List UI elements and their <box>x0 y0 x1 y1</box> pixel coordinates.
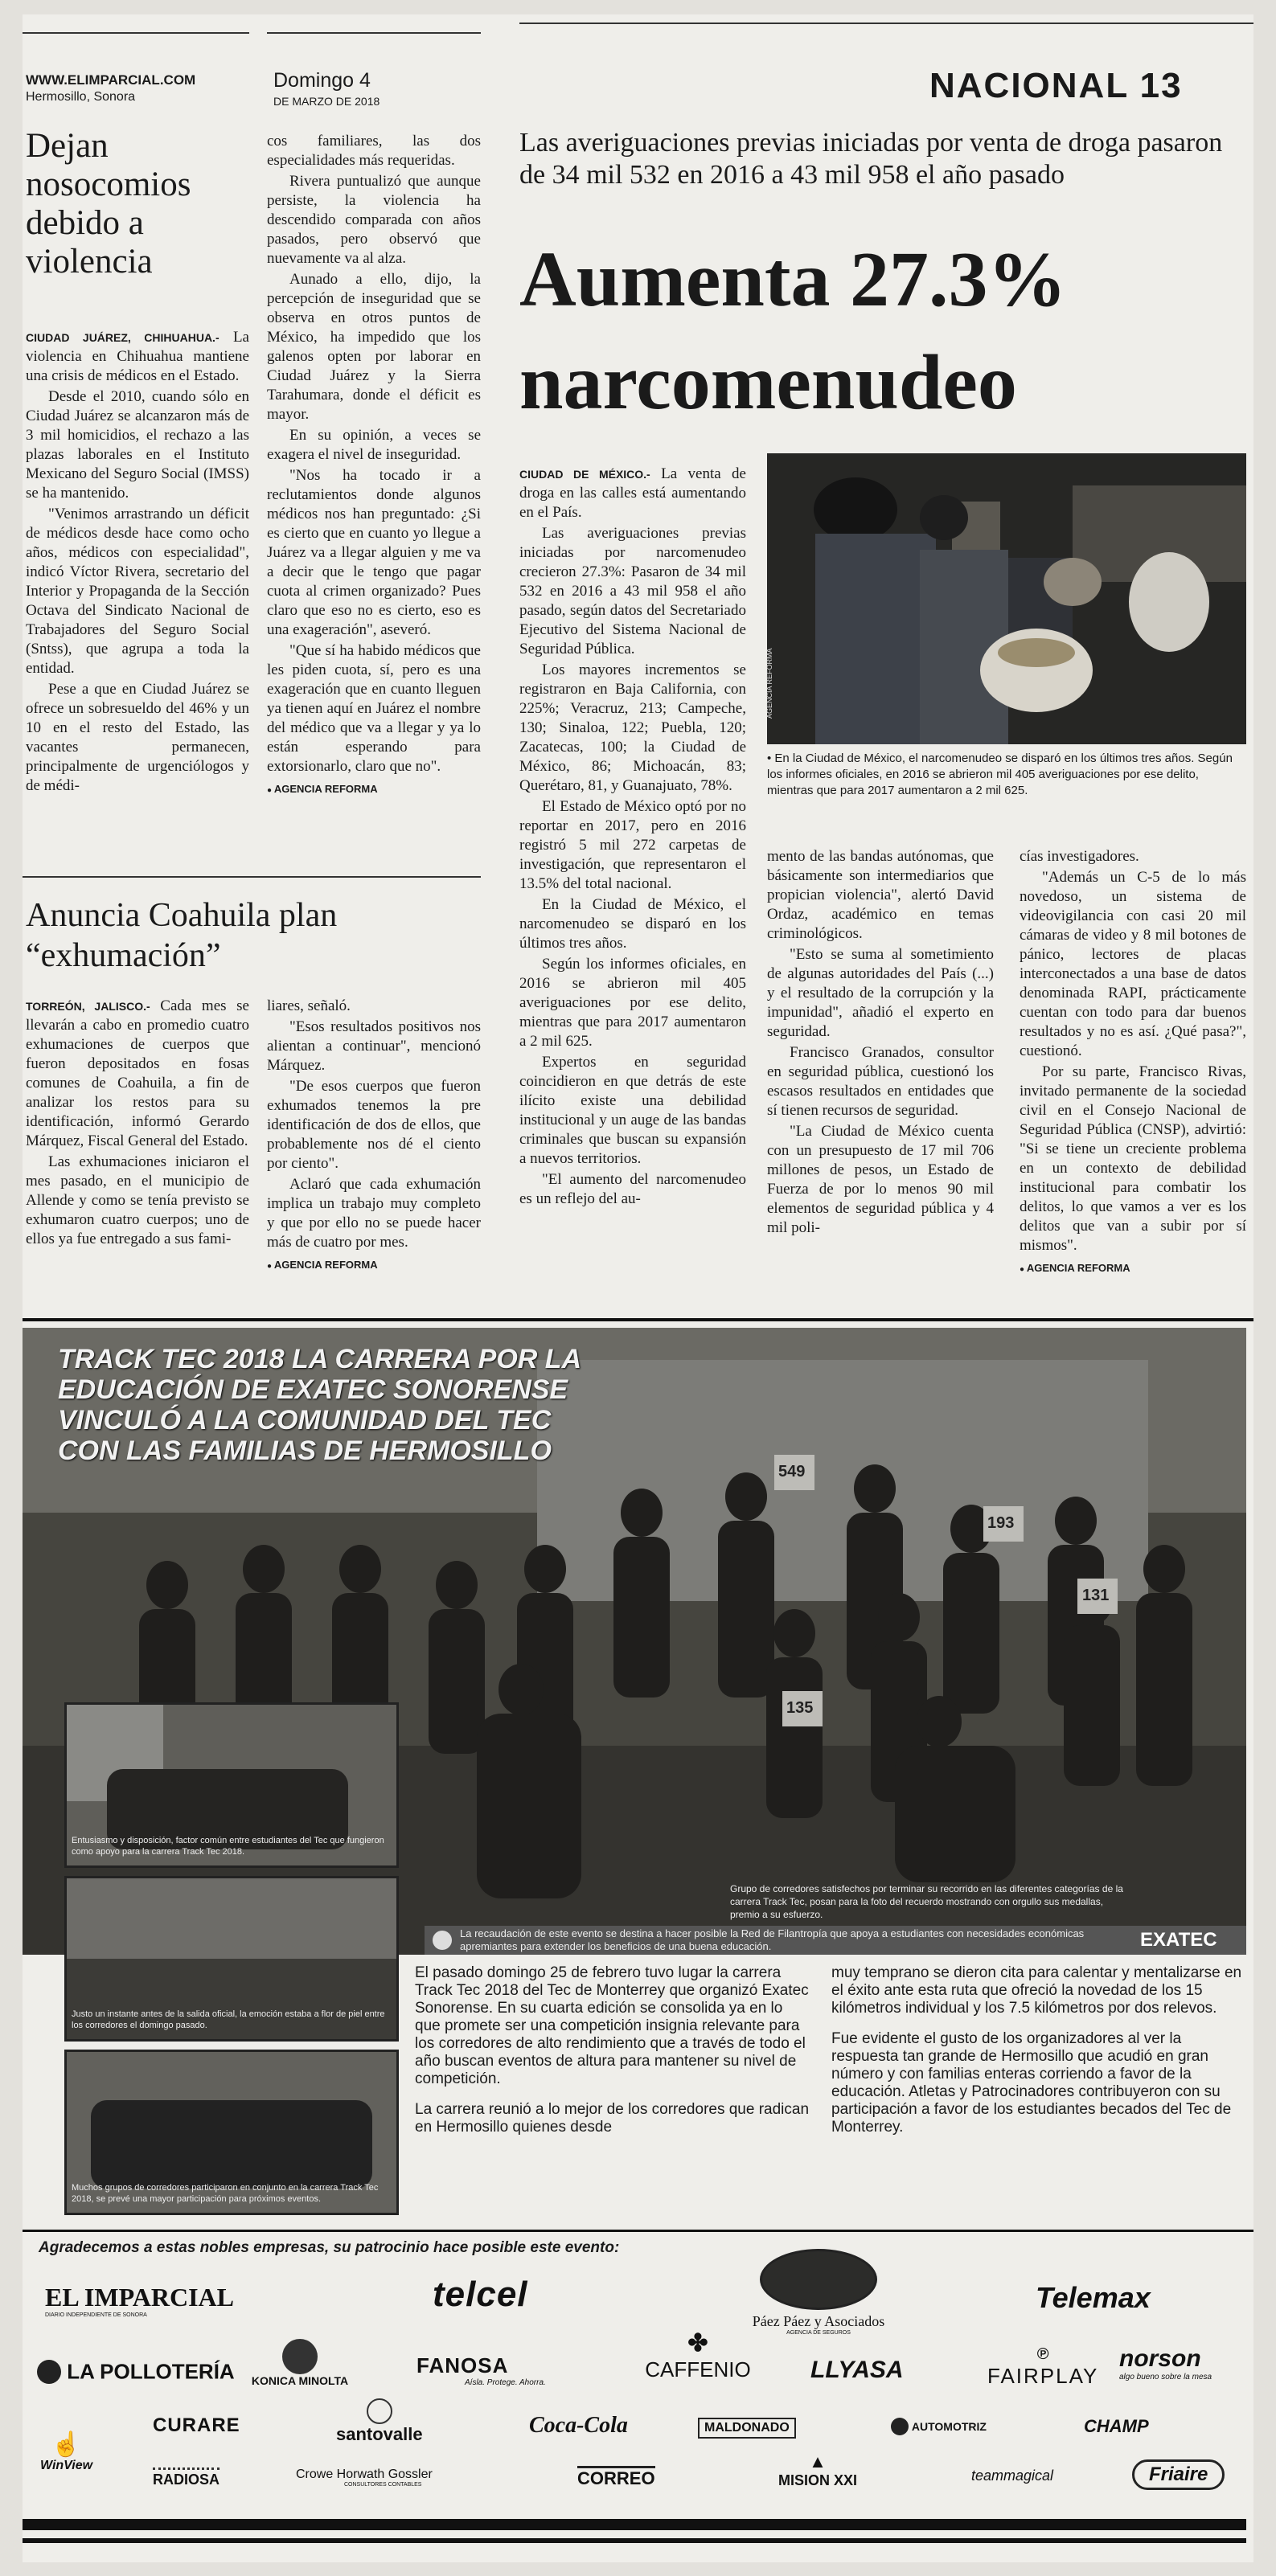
promo-info-bar <box>425 1926 1246 1955</box>
story2-p4: "Esos resultados positivos nos alientan a continuar", mencionó Márquez. <box>267 1018 481 1074</box>
caffenio-icon: ✤ <box>687 2330 708 2357</box>
story-divider <box>23 876 481 878</box>
story3-p2: Las averiguaciones previas iniciadas por narcomenudeo crecieron 27.3%: Pasaron de 34 mil 532 en 2016 a 43 mil 958 el año pasado, según datos del Secretariado Ejecutivo del Sistema Nacional de Seguridad Pública. <box>519 525 746 657</box>
story1-p1: CIUDAD JUÁREZ, CHIHUAHUA.- La violencia en Chihuahua mantiene una crisis de médicos en el Estado. <box>26 329 249 384</box>
story1-p10: "Que sí ha habido médicos que les piden cuota, sí, pero es una exageración que en cuanto lleguen ya tienen aquí en Juárez el nombre del médico que va a llegar y ya lo están esperando para extorsionarlo, claro que no". <box>267 642 481 775</box>
story2-p2: Las exhumaciones iniciaron el mes pasado, en el municipio de Allende y como se tenía previsto se exhumaron cuatro cuerpos; uno de ellos ya fue entregado a sus fami- <box>26 1153 249 1247</box>
section-header <box>929 66 1183 106</box>
story3-p12: "La Ciudad de México cuenta con un presupuesto de 17 mil 706 millones de pesos, un Estado de Fuerza de por lo menos 90 mil elementos de seguridad pública y 4 mil poli- <box>767 1123 994 1236</box>
story3-p7: Expertos en seguridad coincidieron en que detrás de este ilícito existe una debilidad institucional y un auge de las bandas criminales que buscan su expansión a nuevos territorios. <box>519 1054 746 1167</box>
santovalle-icon <box>367 2398 392 2424</box>
story2-p6: Aclaró que cada exhumación implica un trabajo muy completo y que por ello no se puede hacer más de cuatro por mes. <box>267 1176 481 1251</box>
story3-credit: ● AGENCIA REFORMA <box>1020 1259 1246 1280</box>
story1-p3: "Venimos arrastrando un déficit de médicos desde hace como ocho años, médicos con especialidad", indicó Víctor Rivera, secretario del Interior y Propaganda de la Sección Octava del Sindicato Nacional de Trabajadores del Seguro Social (Sntss), que agrupa a toda la entidad. <box>26 506 249 677</box>
story3-p13: cías investigadores. <box>1020 848 1139 865</box>
story1-p8: En su opinión, a veces se exagera el nivel de inseguridad. <box>267 427 481 463</box>
story3-p5: En la Ciudad de México, el narcomenudeo se disparó en los últimos tres años. <box>519 896 746 952</box>
photo-caption: • En la Ciudad de México, el narcomenudeo se disparó en los últimos tres años. Según los informes oficiales, en 2016 se abrieron mil 405 averiguaciones por ese delito, mientras que para 2017 aumentaron a 2 mil 625. <box>767 752 1233 797</box>
story3-p14: "Además un C-5 de lo más novedoso, un sistema de videovigilancia con casi 20 mil cámaras de video y 8 mil botones de pánico, lectores de placas interconectados a una base de datos denominada RAPI, prácticamente cuentan con todo para dar buenos resultados y no es así. ¿Qué pasa?", cuestionó. <box>1020 869 1246 1059</box>
promo-p4: Fue evidente el gusto de los organizadores al ver la respuesta tan grande de Hermosillo que acudió en gran número y con familias enteras corriendo a favor de la educación. Atletas y Patrocinadores contribuyeron con su participación a favor de los estudiantes becados del Tec de Monterrey. <box>831 2030 1232 2136</box>
issue-date: DE MARZO DE 2018 <box>273 95 380 108</box>
main-photo-caption: Grupo de corredores satisfechos por terminar su recorrido en las diferentes categorías de la carrera Track Tec, posan para la foto del recuerdo mostrando con orgullo sus medallas, premio a su esfuerzo. <box>730 1883 1123 1920</box>
story3-p4: El Estado de México optó por no reportar en 2017, pero en 2016 registró 5 mil 272 carpetas de investigación, que representaron el 13.5% del total nacional. <box>519 798 746 892</box>
logo-telcel: telcel <box>433 2275 528 2314</box>
story2-dateline: TORREÓN, JALISCO.- <box>26 1000 150 1013</box>
sponsors-header: Agradecemos a estas nobles empresas, su patrocinio hace posible este evento: <box>39 2239 620 2256</box>
logo-el-imparcial: EL IMPARCIAL DIARIO INDEPENDIENTE DE SONORA <box>45 2283 234 2318</box>
fairplay-icon: ℗ <box>1036 2345 1049 2363</box>
story1-p9: "Nos ha tocado ir a reclutamientos donde algunos médicos nos han preguntado: ¿Si es cierto que en cuanto yo llegue a Juárez va a llegar alguien y me va a decir que le tengo que pagar cuota al crimen organizado? Pues claro que eso no es cierto, eso es una exageración", aseveró. <box>267 467 481 638</box>
story2-headline: Anuncia Coahuila plan “exhumación” <box>26 897 338 974</box>
story1-dateline: CIUDAD JUÁREZ, CHIHUAHUA.- <box>26 331 220 344</box>
bib-3: 131 <box>1082 1587 1110 1604</box>
police-seizure-image <box>767 453 1246 744</box>
story2-credit: ● AGENCIA REFORMA <box>267 1255 481 1276</box>
logo-teammagical: teammagical <box>971 2467 1054 2484</box>
story1-headline: Dejan nosocomios debido a violencia <box>26 127 191 281</box>
logo-la-polloteria: LA POLLOTERÍA <box>37 2358 235 2385</box>
story2-p5: "De esos cuerpos que fueron exhumados tenemos la pre identificación de dos de ellos, que probablemente nos dé el ciento por ciento". <box>267 1078 481 1172</box>
city-label: Hermosillo, Sonora <box>26 90 136 104</box>
story3-col2 <box>767 847 994 1239</box>
story1-p7: Aunado a ello, dijo, la percepción de inseguridad que se observa en otros puntos de México, ha impedido que los galenos opten por laborar en Ciudad Juárez y la Sierra Tarahumara, donde el déficit es mayor. <box>267 271 481 423</box>
konica-globe-icon <box>282 2339 318 2374</box>
story3-dateline: CIUDAD DE MÉXICO.- <box>519 468 650 481</box>
story3-headline-line1: Aumenta 27.3% <box>519 236 1067 323</box>
story3-p11: Francisco Granados, consultor en seguridad pública, cuestionó los escasos resultados en entidades que sí tienen recursos de seguridad. <box>767 1044 994 1119</box>
logo-champ: CHAMP <box>1084 2416 1149 2436</box>
logo-curare: CURARE <box>153 2414 240 2436</box>
story3-p10: "Esto se suma al sometimiento de algunas autoridades del País (...) y el resultado de la corrupción y la impunidad", añadió el experto en seguridad. <box>767 946 994 1040</box>
logo-llyasa: LLYASA <box>810 2357 904 2383</box>
story3-p9: mento de las bandas autónomas, que básicamente son intermediarios que propician violencia", alertó David Ordaz, académico en temas criminológicos. <box>767 848 994 942</box>
automotriz-icon <box>891 2418 909 2435</box>
logo-coca-cola: Coca-Cola <box>529 2413 628 2438</box>
mountain-icon: ▲ <box>809 2451 827 2472</box>
story1-p5: cos familiares, las dos especialidades más requeridas. <box>267 133 481 169</box>
story3-p6: Según los informes oficiales, en 2016 se abrieron mil 405 averiguaciones por ese delito, mientras que para 2017 aumentaron a 2 mil 625. <box>519 956 746 1050</box>
newspaper-page <box>23 14 1253 2562</box>
thumb-photo-2 <box>64 1876 399 2042</box>
logo-konica-minolta: KONICA MINOLTA <box>240 2339 360 2387</box>
thumb2-caption: Justo un instante antes de la salida oficial, la emoción estaba a flor de piel entre los corredores el domingo pasado. <box>72 2009 385 2030</box>
site-url[interactable]: WWW.ELIMPARCIAL.COM <box>26 72 196 88</box>
story2-p1: TORREÓN, JALISCO.- Cada mes se llevarán a cabo en promedio cuatro exhumaciones de cuerpos que fueron depositados en fosas comunes de Coahuila, a fin de analizar los restos para su identificación, informó Gerardo Márquez, Fiscal General del Estado. <box>26 997 249 1149</box>
logo-mision-xxi: ▲ MISION XXI <box>778 2451 858 2488</box>
logo-santovalle: santovalle <box>336 2398 423 2445</box>
narcomenudeo-photo <box>767 453 1246 744</box>
logo-paez: Páez Páez y Asociados AGENCIA DE SEGUROS <box>730 2249 907 2336</box>
promo-body-col2 <box>831 1964 1246 2136</box>
story1-col2 <box>267 132 481 801</box>
top-rule-right <box>519 23 1253 24</box>
promo-p2: La carrera reunió a lo mejor de los corredores que radican en Hermosillo quienes desde <box>415 2101 810 2136</box>
thumb3-caption: Muchos grupos de corredores participaron en conjunto en la carrera Track Tec 2018, se prevé una mayor participación para próximos eventos. <box>72 2183 379 2204</box>
issue-day: Domingo 4 <box>273 69 371 92</box>
logo-maldonado: MALDONADO <box>698 2418 796 2439</box>
logo-radiosa: RADIOSA <box>153 2467 220 2488</box>
promo-top-rule <box>23 1318 1253 1321</box>
bib-4: 135 <box>786 1699 814 1717</box>
story3-p8: "El aumento del narcomenudeo es un reflejo del au- <box>519 1171 746 1207</box>
logo-telemax: Telemax <box>1036 2281 1151 2314</box>
promo-p1: El pasado domingo 25 de febrero tuvo lugar la carrera Track Tec 2018 del Tec de Monterrey que organizó Exatec Sonorense. En su cuarta edición se consolida ya en lo que promete ser una competición insignia relevante para los corredores de alto rendimiento que a través de todo el año buscan eventos de altura para mantener su nivel de competición. <box>415 1964 809 2087</box>
page-number: 13 <box>1139 66 1183 105</box>
story1-col1 <box>26 328 249 797</box>
story3-headline-line2: narcomenudeo <box>519 339 1017 426</box>
hand-pointer-icon: ☝ <box>51 2431 82 2458</box>
story3-col1 <box>519 465 746 1210</box>
promo-p3: muy temprano se dieron cita para calentar y mentalizarse en el éxito ante esta ruta que ofreció la novedad de los 15 kilómetros individual y los 7.5 kilómetros por dos relevos. <box>831 1964 1242 2017</box>
story2-p3: liares, señaló. <box>267 997 351 1014</box>
exatec-logo: EXATEC <box>1140 1929 1217 1951</box>
logo-friaire: Friaire <box>1132 2459 1225 2490</box>
promo-bar-text: La recaudación de este evento se destina a hacer posible la Red de Filantropía que apoya a estudiantes con necesidades económicas apremiantes para extender los beneficios de una buena educación. <box>460 1927 1085 1952</box>
story1-p6: Rivera puntualizó que aunque persiste, la violencia ha descendido comparada con años pasados, pero observó que nuevamente va al alza. <box>267 173 481 267</box>
logo-caffenio: ✤ CAFFENIO <box>634 2329 762 2382</box>
thumb-photo-1 <box>64 1702 399 1868</box>
top-rule-mid <box>267 32 481 34</box>
logo-fairplay: ℗ FAIRPLAY <box>987 2345 1099 2388</box>
story1-credit: ● AGENCIA REFORMA <box>267 780 481 801</box>
thumb1-caption: Entusiasmo y disposición, factor común entre estudiantes del Tec que fungieron como apoyo para la carrera Track Tec 2018. <box>72 1836 384 1857</box>
footer-rule-thin <box>23 2538 1246 2543</box>
logo-winview: ☝ WinView <box>40 2431 93 2472</box>
logo-correo: CORREO <box>577 2466 655 2489</box>
logo-fanosa: FANOSA Aísla. Protege. Ahorra. <box>416 2353 546 2387</box>
story3-col3 <box>1020 847 1246 1280</box>
story3-kicker: Las averiguaciones previas iniciadas por venta de droga pasaron de 34 mil 532 en 2016 a 43 mil 958 el año pasado <box>519 128 1223 190</box>
photo-credit: AGENCIA REFORMA <box>765 648 773 719</box>
section-name: NACIONAL <box>929 66 1129 105</box>
chicken-icon <box>37 2360 61 2384</box>
story1-p4: Pese a que en Ciudad Juárez se ofrece un sobresueldo del 46% y un 10 en el resto del Estado, las vacantes permanecen, principalmente de urgenciólogos y de médi- <box>26 681 249 794</box>
scholarship-icon <box>433 1931 452 1950</box>
story3-p1: CIUDAD DE MÉXICO.- La venta de droga en las calles está aumentando en el País. <box>519 465 746 521</box>
story1-p2: Desde el 2010, cuando sólo en Ciudad Juárez se alcanzaron más de 3 mil homicidios, el rechazo a las plazas laborales en el Instituto Mexicano del Seguro Social (IMSS) se ha mantenido. <box>26 388 249 502</box>
promo-title: TRACK TEC 2018 LA CARRERA POR LA EDUCACIÓN DE EXATEC SONORENSE VINCULÓ A LA COMUNIDAD DEL TEC CON LAS FAMILIAS DE HERMOSILLO <box>58 1344 581 1466</box>
story2-col1 <box>26 997 249 1251</box>
top-rule-left <box>23 32 249 34</box>
logo-norson: norson algo bueno sobre la mesa <box>1119 2345 1212 2381</box>
footer-rule <box>23 2519 1246 2530</box>
logo-crowe: Crowe Horwath Gossler CONSULTORES CONTABLES <box>296 2467 433 2488</box>
story3-p15: Por su parte, Francisco Rivas, invitado permanente de la sociedad civil en el Consejo Nacional de Seguridad Pública (CNSP), advirtió: "Si se tiene un creciente problema en un contexto de debilidad institucional para combatir los delitos, lo que vamos a ver es los delitos que van a subir por sí mismos". <box>1020 1063 1246 1254</box>
promo-body-col1 <box>415 1964 812 2136</box>
logo-automotriz: AUTOMOTRIZ <box>891 2418 987 2435</box>
bib-1: 549 <box>778 1463 806 1480</box>
thumb-photo-3 <box>64 2050 399 2215</box>
tree-icon <box>760 2249 877 2310</box>
sponsors-rule <box>23 2230 1253 2232</box>
bib-2: 193 <box>987 1514 1015 1532</box>
story3-p3: Los mayores incrementos se registraron en Baja California, con 225%; Veracruz, 213; Campeche, 130; Sinaloa, 122; Puebla, 120; Zacatecas, 100; la Ciudad de México, 86; Michoacán, 83; Querétaro, 81, y Guanajuato, 78%. <box>519 661 746 794</box>
story2-col2 <box>267 997 481 1276</box>
